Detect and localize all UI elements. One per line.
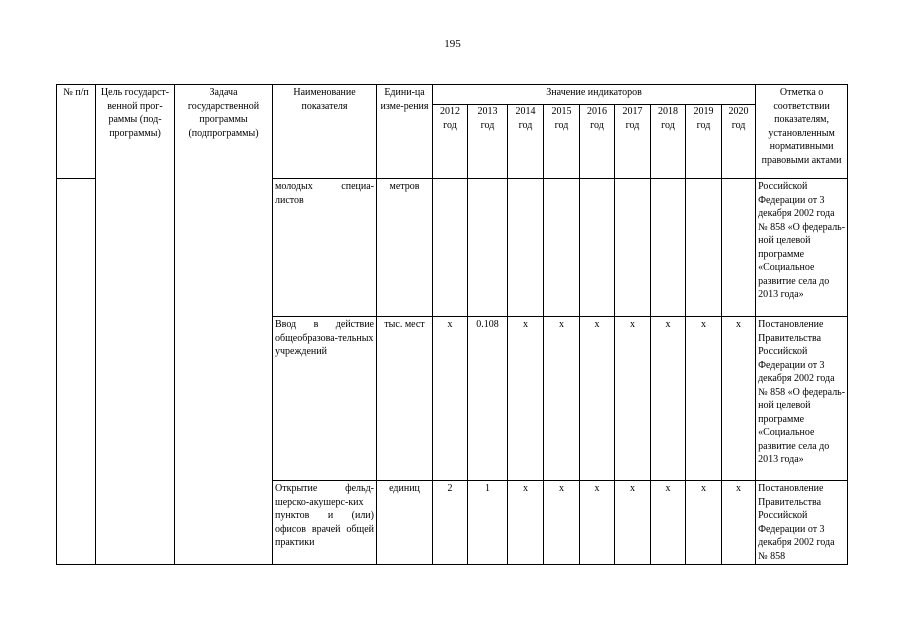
value-cell: 0.108 xyxy=(468,317,508,481)
header-year-2017: 2017 год xyxy=(615,105,651,179)
value-cell: x xyxy=(508,317,544,481)
indicator-name-cell: Ввод в действие общеобразова-тельных учреждений xyxy=(273,317,377,481)
header-year-2015: 2015 год xyxy=(544,105,580,179)
unit-cell: метров xyxy=(377,179,433,317)
header-unit: Едини-ца изме-рения xyxy=(377,85,433,179)
value-cell: x xyxy=(544,317,580,481)
page-number: 195 xyxy=(444,38,461,50)
value-cell: x xyxy=(686,317,722,481)
value-cell: x xyxy=(615,481,651,565)
header-year-2016: 2016 год xyxy=(580,105,615,179)
header-year-2013: 2013 год xyxy=(468,105,508,179)
indicator-name-cell: молодых специа-листов xyxy=(273,179,377,317)
header-year-2012: 2012 год xyxy=(433,105,468,179)
value-cell: x xyxy=(580,317,615,481)
value-cell xyxy=(722,179,756,317)
num-cell xyxy=(57,179,96,565)
header-year-2019: 2019 год xyxy=(686,105,722,179)
value-cell xyxy=(615,179,651,317)
table-header-row xyxy=(57,85,848,105)
value-cell: x xyxy=(686,481,722,565)
header-indicator-name: Наименование показателя xyxy=(273,85,377,179)
indicator-name-cell: Открытие фельд-шерско-акушерс-ких пунктов и (или) офисов врачей общей практики xyxy=(273,481,377,565)
value-cell: x xyxy=(722,317,756,481)
header-year-2014: 2014 год xyxy=(508,105,544,179)
header-compliance: Отметка о соответствии показателям, установленным нормативными правовыми актами xyxy=(756,85,848,179)
value-cell: x xyxy=(651,317,686,481)
value-cell: x xyxy=(651,481,686,565)
value-cell: x xyxy=(433,317,468,481)
unit-cell: единиц xyxy=(377,481,433,565)
value-cell: 1 xyxy=(468,481,508,565)
value-cell: x xyxy=(508,481,544,565)
compliance-cell: Постановление Правительства Российской Федерации от 3 декабря 2002 года № 858 xyxy=(756,481,848,565)
unit-cell: тыс. мест xyxy=(377,317,433,481)
value-cell: x xyxy=(722,481,756,565)
value-cell: x xyxy=(615,317,651,481)
value-cell xyxy=(686,179,722,317)
compliance-cell: Постановление Правительства Российской Федерации от 3 декабря 2002 года № 858 «О федераль-ной целевой программе «Социальное развитие села до 2013 года» xyxy=(756,317,848,481)
value-cell: 2 xyxy=(433,481,468,565)
compliance-cell: Российской Федерации от 3 декабря 2002 года № 858 «О федераль-ной целевой программе «Социальное развитие села до 2013 года» xyxy=(756,179,848,317)
header-values-group: Значение индикаторов xyxy=(433,85,756,105)
indicators-table xyxy=(56,84,848,565)
value-cell xyxy=(508,179,544,317)
value-cell xyxy=(468,179,508,317)
header-task: Задача государственной программы (подпрограммы) xyxy=(175,85,273,565)
value-cell: x xyxy=(580,481,615,565)
value-cell xyxy=(433,179,468,317)
header-num: № п/п xyxy=(57,85,96,179)
value-cell xyxy=(580,179,615,317)
value-cell xyxy=(544,179,580,317)
header-year-2020: 2020 год xyxy=(722,105,756,179)
value-cell: x xyxy=(544,481,580,565)
header-year-2018: 2018 год xyxy=(651,105,686,179)
header-goal: Цель государст-венной прог-раммы (под-программы) xyxy=(96,85,175,565)
value-cell xyxy=(651,179,686,317)
